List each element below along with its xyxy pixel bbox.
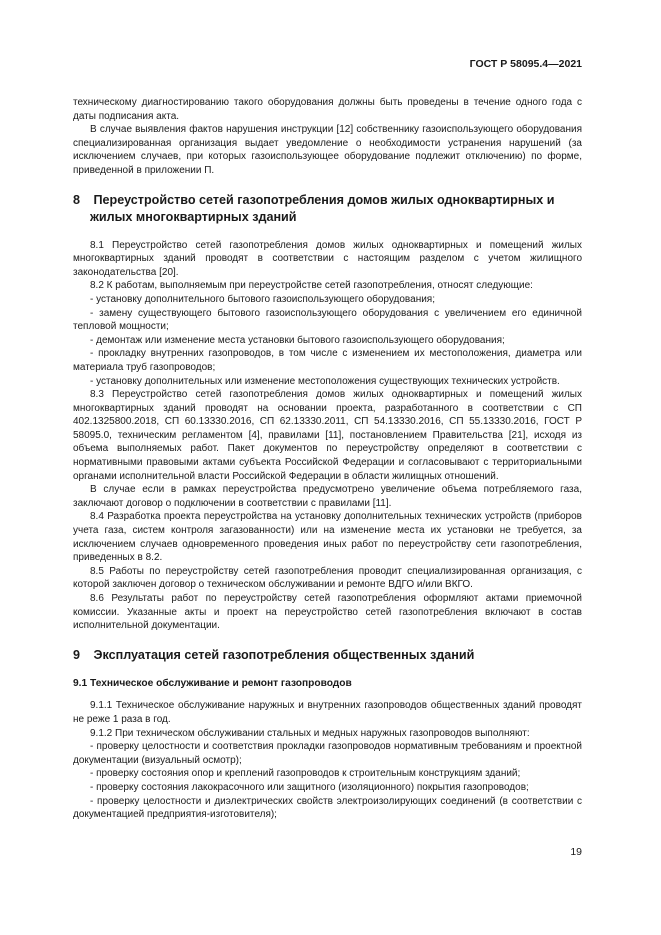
- document-code: ГОСТ Р 58095.4—2021: [469, 58, 582, 70]
- list-item: - проверку целостности и диэлектрических свойств электроизолирующих соединений (в соответствии с документацией предприятия-изготовителя);: [73, 795, 582, 821]
- page-number: 19: [570, 846, 582, 858]
- list-item: - демонтаж или изменение места установки бытового газоиспользующего оборудования;: [90, 334, 505, 346]
- paragraph: 8.6 Результаты работ по переустройству сетей газопотребления оформляют актами приемочной комиссии. Указанные акты и проект на переустройство сетей газопотребления включают в состав исполнительной документации.: [73, 593, 582, 632]
- list-item: - установку дополнительных или изменение местоположения существующих технических устройств.: [90, 375, 560, 387]
- list-item: - прокладку внутренних газопроводов, в том числе с изменением их местоположения, диаметра или материала труб газопроводов;: [73, 348, 582, 373]
- section-8-heading: [73, 192, 582, 226]
- paragraph: В случае выявления фактов нарушения инструкции [12] собственнику газоиспользующего оборудования специализированная организация выдает уведомление о необходимости устранения нарушений (за исключением случаев, при которых газоиспользующее оборудование подлежит отключению) по форме, приведенной в приложении П.: [73, 124, 582, 176]
- section-number: 9: [73, 647, 81, 662]
- list-item: - замену существующего бытового газоиспользующего оборудования с увеличением его единичной тепловой мощности;: [73, 307, 582, 333]
- paragraph: 8.2 К работам, выполняемым при переустройстве сетей газопотребления, относят следующие:: [90, 280, 533, 292]
- paragraph: 8.3 Переустройство сетей газопотребления домов жилых одноквартирных и помещений жилых многоквартирных зданий проводят на основании проекта, разработанного в соответствии с СП 402.1325800.2018, СП 60.13330.2016, СП 62.13330.2011, СП 54.13330.2016, СП 55.13330.2016, ГОСТ Р 58095.0, техническим регламентом [4], правилами [11], постановлением Правительства [21], исходя из объема выполняемых работ. Пакет документов по переустройству определяют в соответствии с нормативными правовыми актами субъекта Российской Федерации и согласовывают с территориальными органами исполнительной власти Российской Федерации в области жилищных отношений.: [73, 389, 582, 482]
- paragraph: техническому диагностированию такого оборудования должны быть проведены в течение одного года с даты подписания акта.: [73, 97, 582, 122]
- list-item: - проверку состояния лакокрасочного или защитного (изоляционного) покрытия газопроводов;: [90, 781, 529, 793]
- list-item: - проверку целостности и соответствия прокладки газопроводов нормативным требованиям и проектной документации (визуальный осмотр);: [73, 741, 582, 766]
- section-title: Эксплуатация сетей газопотребления общественных зданий: [93, 647, 475, 662]
- section-9-heading: [73, 647, 582, 664]
- list-item: - установку дополнительного бытового газоиспользующего оборудования;: [90, 293, 435, 305]
- paragraph: 9.1.1 Техническое обслуживание наружных и внутренних газопроводов общественных зданий проводят не реже 1 раза в год.: [73, 700, 582, 725]
- section-number: 8: [73, 192, 81, 207]
- paragraph: 8.5 Работы по переустройству сетей газопотребления проводит специализированная организация, с которой заключен договор о техническом обслуживании и ремонте ВДГО и/или ВКГО.: [73, 565, 582, 591]
- paragraph: В случае если в рамках переустройства предусмотрено увеличение объема потребляемого газа, заключают договор о подключении в соответствии с правилами [11].: [73, 484, 582, 509]
- paragraph: 8.4 Разработка проекта переустройства на установку дополнительных технических устройств (приборов учета газа, систем контроля загазованности) или на изменение места их установки не требуется, за исключением случаев одновременного проведения иных работ по переустройству сети газопотребления, приведенных в 8.2.: [73, 511, 582, 564]
- paragraph: 8.1 Переустройство сетей газопотребления домов жилых одноквартирных и помещений жилых многоквартирных зданий проводят в соответствии с настоящим разделом с учетом жилищного законодательства [20].: [73, 239, 582, 278]
- paragraph: 9.1.2 При техническом обслуживании стальных и медных наружных газопроводов выполняют:: [90, 727, 530, 739]
- list-item: - проверку состояния опор и креплений газопроводов к строительным конструкциям зданий;: [90, 768, 521, 780]
- document-body: [73, 96, 582, 822]
- section-title: Переустройство сетей газопотребления домов жилых одноквартирных и жилых многоквартирных зданий: [90, 192, 555, 224]
- subsection-heading: 9.1 Техническое обслуживание и ремонт газопроводов: [73, 677, 352, 689]
